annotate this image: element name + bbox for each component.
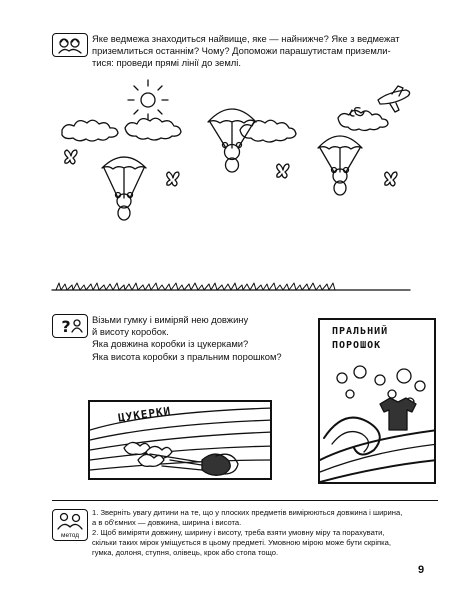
method-note-line: а в об'ємних — довжина, ширина і висота. — [92, 518, 242, 528]
method-note-line: скільки таких мірок уміщується в цьому предметі. Умовною мірою може бути скріпка, — [92, 538, 391, 548]
note-divider — [52, 500, 438, 501]
task2-line: й висоту коробок. — [92, 326, 169, 338]
candy-box — [88, 400, 272, 480]
children-reading-icon — [52, 33, 88, 57]
butterfly-icon — [277, 164, 289, 178]
parachute-bear-center — [208, 109, 256, 172]
question-mark-text: ? — [61, 316, 71, 336]
task2-line: Яка довжина коробки із цукерками? — [92, 338, 249, 350]
parachute-bear-left — [102, 157, 146, 220]
parachute-bear-right — [318, 136, 362, 195]
powder-box — [318, 318, 436, 484]
grass-ground — [52, 283, 410, 290]
task2-line: Яка висота коробки з пральним порошком? — [92, 350, 282, 362]
method-label: метод — [60, 532, 80, 539]
cloud-left-icon — [62, 120, 118, 141]
method-note-line: гумка, долоня, ступня, олівець, крок або стопа тощо. — [92, 548, 279, 558]
butterfly-icon — [385, 172, 397, 186]
method-note-line: 1. Зверніть увагу дитини на те, що у плоских предметів вимірюються довжина і ширина, — [92, 508, 403, 517]
butterfly-icon — [65, 150, 77, 164]
page-number: 9 — [418, 564, 425, 576]
cloud-middle-icon — [125, 118, 181, 140]
task2-text — [92, 314, 282, 363]
method-note-line: 2. Щоб виміряти довжину, ширину і висоту, треба взяти умовну міру та порахувати, — [92, 528, 385, 538]
task1-text — [92, 33, 400, 70]
task1-line: тися: проведи прямі лінії до землі. — [92, 57, 241, 69]
task1-line: Яке ведмежа знаходиться найвище, яке — найнижче? Яке з ведмежат — [92, 33, 400, 44]
swirl-wave-icon — [320, 418, 436, 482]
powder-box-label-line1: ПРАЛЬНИЙ — [332, 326, 389, 337]
powder-box-label-line2: ПОРОШОК — [332, 340, 382, 351]
sun-icon — [128, 80, 168, 120]
bubbles-icon — [337, 366, 425, 406]
butterfly-icon — [167, 172, 179, 186]
question-icon — [52, 314, 88, 338]
candy-box-label: ЦУКЕРКИ — [117, 404, 173, 425]
method-note-text — [92, 508, 402, 558]
task1-line: приземлиться останнім? Чому? Допоможи парашутистам приземли- — [92, 45, 391, 57]
tshirt-icon — [380, 398, 416, 430]
task2-line: Візьми гумку і виміряй нею довжину — [92, 314, 249, 325]
teacher-icon — [52, 509, 88, 541]
parachute-illustration — [0, 80, 458, 320]
